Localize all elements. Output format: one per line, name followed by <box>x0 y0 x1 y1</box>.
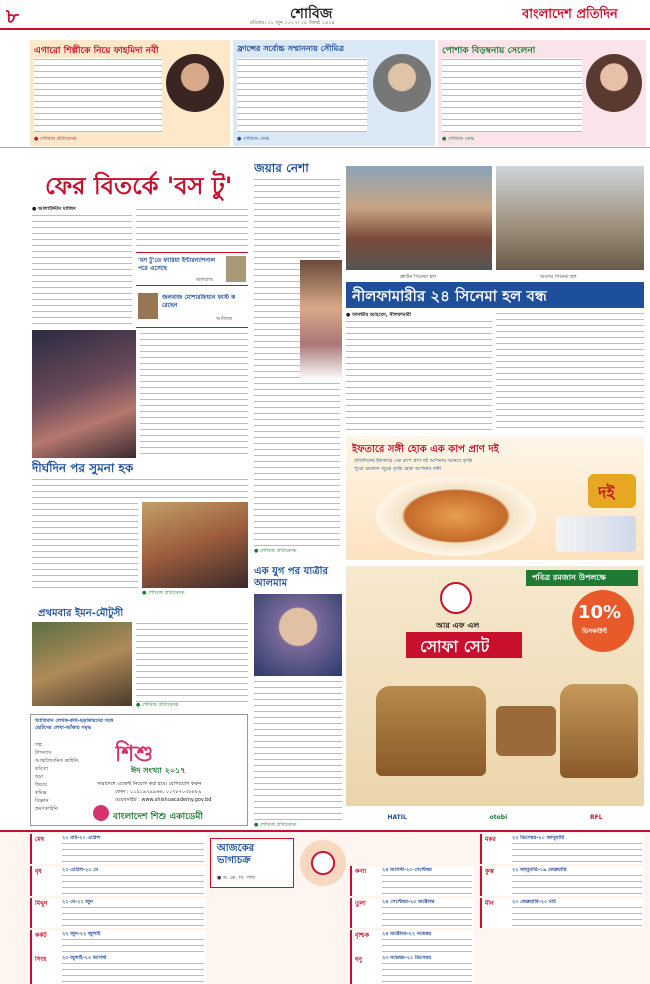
ad-shishu[interactable] <box>30 714 248 826</box>
ad-brand: আর এফ এল <box>436 621 480 630</box>
sign-range: ২৩ নভেম্বর-২১ ডিসেম্বর <box>382 955 432 961</box>
story-body <box>34 58 162 132</box>
sponsor-logo: HATIL <box>387 813 407 821</box>
story-headline[interactable]: পোশাক বিড়ম্বনায় সেলেনা <box>442 46 536 56</box>
ad-title: শিশু <box>115 742 154 767</box>
ad-item: গল্প <box>35 742 42 748</box>
photo-alamgir <box>254 594 342 676</box>
sign-text <box>512 906 642 926</box>
horoscope-sign-card <box>30 834 206 864</box>
horoscope-sign-card <box>350 898 474 928</box>
ad-sponsor-strip <box>346 806 644 828</box>
sign-range: ২১ মার্চ-২০ এপ্রিল <box>62 835 101 841</box>
ad-item: ফিচার <box>35 782 47 788</box>
sign-text <box>382 874 472 894</box>
horoscope-sign-card <box>30 866 206 896</box>
byline-emon: ● শোবিজ প্রতিবেদক <box>136 702 179 708</box>
story-body <box>237 58 367 132</box>
sign-name: বৃষ <box>35 868 42 875</box>
sponsor-logo: otobi <box>489 813 508 821</box>
story-soumitra <box>233 40 435 146</box>
story-headline[interactable]: ফ্রান্সের সর্বোচ্চ সম্মাননায় সৌমিত্র <box>237 44 345 53</box>
quote-box-1 <box>136 252 248 286</box>
sign-name: তুলা <box>355 900 366 907</box>
sign-range: ২৪ অক্টোবর-২২ নভেম্বর <box>382 931 432 937</box>
body-boss2 <box>32 214 132 328</box>
ad-brand: দই <box>598 483 615 502</box>
sign-range: ২৩ জুলাই-২৩ আগস্ট <box>62 955 107 961</box>
ad-item: বিজ্ঞান <box>35 798 49 804</box>
sign-range: ২৪ আগস্ট-২৩ সেপ্টেম্বর <box>382 867 432 873</box>
sofa-left <box>376 686 486 776</box>
byline-alamgir: ● শোবিজ প্রতিবেদক <box>254 822 297 828</box>
quote-photo <box>138 293 158 319</box>
sign-text <box>62 842 204 862</box>
headline-nilphamari[interactable]: নীলফামারীর ২৪ সিনেমা হল বন্ধ <box>352 287 547 305</box>
photo-fahmida <box>166 54 224 112</box>
top-strip <box>0 38 650 148</box>
ad-item: ভ্রমণকাহিনি <box>35 806 58 812</box>
headline-alamgir[interactable]: এক যুগ পর যাত্রীর আলমাম <box>254 566 329 589</box>
dateline: রবিবার। ১১ জুন ২০১৭। ২৮ জ্যৈষ্ঠ ১৪২৪ <box>250 20 335 26</box>
byline-sumona: ● শোবিজ প্রতিবেদক <box>142 590 185 596</box>
ad-avail: সারাদেশে এজেন্ট নিয়োগ করা হবে। যোগাযোগ করুন <box>97 781 202 787</box>
sofa-center <box>496 706 556 756</box>
ad-item: কবিতা <box>35 766 48 772</box>
photo-selena <box>586 54 642 112</box>
sign-name: মিথুন <box>35 900 48 907</box>
ad-item: উপন্যাস <box>35 750 52 756</box>
horoscope-sign-card <box>30 898 206 928</box>
ad-logo-icon <box>93 805 109 821</box>
horoscope-sign-card <box>350 954 474 984</box>
sign-name: সিংহ <box>35 956 47 963</box>
quote-text: 'বস টু'তে ফারিয়া ইন্টারন্যাশনাল পরে এসেছে <box>138 257 216 272</box>
masthead <box>0 0 650 30</box>
sign-text <box>382 962 472 982</box>
byline-nilphamari: ● তানভীর আহমেদ, নীলফামারী <box>346 312 412 318</box>
horoscope-sign-card <box>480 834 644 864</box>
horoscope-author: ● ড. কে. সি. পাল <box>217 875 255 881</box>
byline-joya: ● শোবিজ প্রতিবেদক <box>254 548 297 554</box>
horoscope-sign-card <box>480 866 644 896</box>
caption-crown: ক্রাউন সিনেমা হল <box>400 274 436 280</box>
ad-item: আত্মজৈবনিক কাহিনি <box>35 758 78 764</box>
ad-badge: পবিত্র রমজান উপলক্ষে <box>532 573 607 582</box>
story-selena <box>438 40 646 146</box>
photo-emon <box>32 622 132 706</box>
sign-name: ধনু <box>355 956 362 963</box>
quote-by: আজিজ <box>216 316 233 322</box>
story-byline: ● শোবিজ ডেস্ক <box>442 136 474 142</box>
horoscope-sign-card <box>30 954 206 984</box>
sign-text <box>62 906 204 926</box>
ad-rfl-sofa[interactable] <box>346 566 644 828</box>
sign-name: মেষ <box>35 836 45 843</box>
sign-range: ২১ এপ্রিল-২০ মে <box>62 867 99 873</box>
story-byline: ● শোবিজ ডেস্ক <box>237 136 269 142</box>
sign-range: ২১ জানুয়ারি-১৯ ফেব্রুয়ারি <box>512 867 567 873</box>
photo-sumona <box>142 502 248 588</box>
headline-emon[interactable]: প্রথমবার ইমন-মৌটুসী <box>38 608 124 619</box>
sofa-right <box>560 684 638 778</box>
ad-headline: ইফতারে সঙ্গী হোক এক কাপ প্রাণ দই <box>352 444 499 455</box>
quote-box-2 <box>136 290 248 328</box>
photo-crown-hall <box>346 166 492 270</box>
ad-org: বাংলাদেশ শিশু একাডেমী <box>113 812 203 822</box>
sign-text <box>382 906 472 926</box>
quote-photo <box>226 256 246 282</box>
zodiac-wheel-icon <box>300 840 346 886</box>
ad-phone: ফোন : ০১৯১৯৭৯৯৬৬, ০১৭৮৭০৩৮৮৮৯ <box>115 789 202 795</box>
body-alamgir <box>254 680 342 820</box>
horoscope-section <box>0 830 650 984</box>
ad-items <box>35 741 95 813</box>
ad-item: ছড়া <box>35 774 44 780</box>
ad-product: সোফা সেট <box>420 637 490 656</box>
headline-boss2[interactable]: ফের বিতর্কে 'বস টু' <box>45 172 233 200</box>
sign-name: মীন <box>485 900 494 907</box>
headline-joya[interactable]: জয়ার নেশা <box>254 161 309 175</box>
sign-range: ২২ ডিসেম্বর-২০ জানুয়ারি <box>512 835 565 841</box>
sign-name: বৃশ্চিক <box>355 932 370 939</box>
ad-text-2: পুরো রমজান জুড়ে তৃপ্তি হোক আপনার সঙ্গী <box>354 466 441 472</box>
body-emon <box>136 622 248 702</box>
horoscope-sign-card <box>480 898 644 928</box>
ad-item: কমিক্স <box>35 790 47 796</box>
photo-boss2 <box>32 330 136 458</box>
ad-intro: খ্যাতিমান লেখক-কবি-ছড়াকারদের সঙ্গে ছোটদের লেখা-আঁকায় সমৃদ্ধ <box>35 718 114 731</box>
quote-text: জলবাজ মোশারফিয়ান ফাস্ট করেছেন <box>162 294 236 309</box>
body-boss2-col3 <box>140 332 248 458</box>
sign-range: ২০ ফেব্রুয়ারি-২০ মার্চ <box>512 899 556 905</box>
story-byline: ● শোবিজ প্রতিবেদক <box>34 136 77 142</box>
ad-cups <box>556 516 636 552</box>
paper-name: বাংলাদেশ প্রতিদিন <box>522 7 618 22</box>
horoscope-title: আজকের ভাগ্যচক্র <box>217 843 255 866</box>
photo-soumitra <box>373 54 431 112</box>
ad-food-photo <box>376 476 536 556</box>
photo-joya <box>300 260 342 380</box>
ad-discount: 10% <box>578 602 622 623</box>
body-nilphamari-1 <box>346 320 492 430</box>
story-body <box>442 58 582 132</box>
ad-pran-doi[interactable] <box>346 436 644 560</box>
caption-abosor: অবসর সিনেমা হল <box>540 274 577 280</box>
story-headline[interactable]: এগারো শিল্পীকে নিয়ে ফাহমিদা নবী <box>34 46 159 56</box>
byline-boss2: ● আলাউদ্দীন মাজিদ <box>32 206 76 212</box>
body-sumona <box>32 478 248 500</box>
ad-web: ওয়েবসাইট : www.shishuacademy.gov.bd <box>115 797 212 803</box>
sign-text <box>62 874 204 894</box>
ad-subtitle: ঈদ সংখ্যা ২০১৭ <box>131 766 186 775</box>
sponsor-logo: RFL <box>590 813 603 821</box>
sign-text <box>62 962 204 982</box>
sign-name: কুম্ভ <box>485 868 494 875</box>
section-name: শোবিজ <box>290 6 333 22</box>
rfl-logo-icon <box>440 582 472 614</box>
sign-name: কন্যা <box>355 868 367 875</box>
body-boss2-col2 <box>136 208 248 250</box>
sign-range: ২২ জুন-২২ জুলাই <box>62 931 101 937</box>
ad-discount-label: ডিসকাউন্ট <box>582 628 608 635</box>
sign-text <box>512 874 642 894</box>
page-number: ৮ <box>6 4 19 28</box>
story-fahmida <box>30 40 230 146</box>
sign-range: ২৪ সেপ্টেম্বর-২৩ অক্টোবর <box>382 899 435 905</box>
sign-name: মকর <box>485 836 496 843</box>
body-sumona-2 <box>32 502 138 588</box>
sign-text <box>512 842 642 862</box>
body-nilphamari-2 <box>496 312 644 430</box>
ad-text: প্রতিদিনের ইফতারে এক কাপ প্রাণ দই আপনার আনবে তৃপ্তি <box>354 458 473 464</box>
quote-by: জলবাজ <box>196 277 213 283</box>
sign-name: কর্কট <box>35 932 47 939</box>
sign-range: ২১ মে-২১ জুন <box>62 899 93 905</box>
photo-abosor-hall <box>496 166 644 270</box>
horoscope-sign-card <box>350 866 474 896</box>
horoscope-title-box <box>210 838 294 888</box>
headline-sumona[interactable]: দীর্ঘদিন পর সুমনা হক <box>32 461 134 475</box>
